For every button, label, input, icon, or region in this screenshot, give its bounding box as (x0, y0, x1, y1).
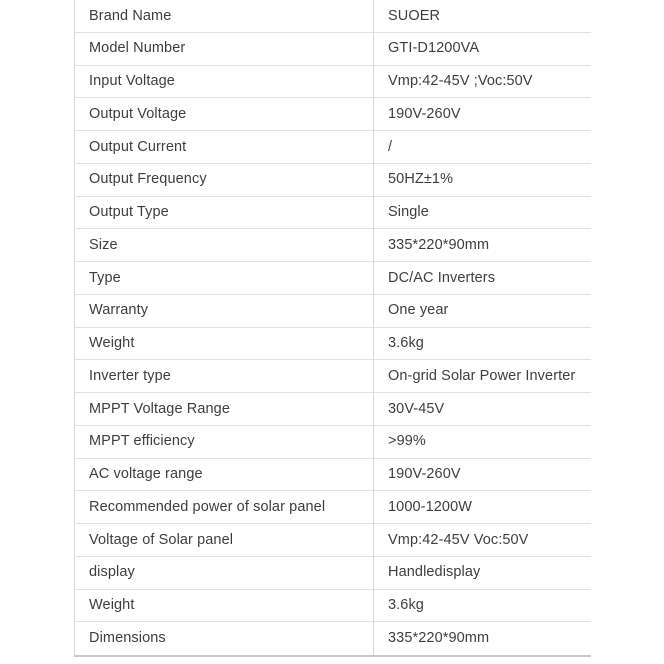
spec-row (75, 459, 591, 492)
spec-row (75, 590, 591, 623)
spec-value: >99% (388, 433, 426, 450)
spec-value: Vmp:42-45V ;Voc:50V (388, 73, 533, 90)
spec-row (75, 622, 591, 655)
spec-label: Type (75, 262, 374, 294)
spec-label: Output Current (75, 131, 374, 163)
spec-value: 3.6kg (388, 597, 424, 614)
spec-row (75, 33, 591, 66)
spec-label: Weight (75, 590, 374, 622)
spec-label: Output Type (75, 197, 374, 229)
spec-row (75, 491, 591, 524)
spec-value: On-grid Solar Power Inverter (388, 367, 576, 384)
spec-value: Single (388, 204, 429, 221)
spec-value: Handledisplay (388, 564, 481, 581)
spec-value: 1000-1200W (388, 498, 473, 515)
spec-row (75, 295, 591, 328)
spec-label: Dimensions (75, 622, 374, 655)
spec-label: Brand Name (75, 0, 374, 32)
spec-value: 3.6kg (388, 335, 424, 352)
spec-label: Model Number (75, 33, 374, 65)
spec-label: Recommended power of solar panel (75, 491, 374, 523)
spec-row (75, 164, 591, 197)
spec-label: Output Voltage (75, 98, 374, 130)
spec-label: Warranty (75, 295, 374, 327)
spec-row (75, 262, 591, 295)
spec-row (75, 66, 591, 99)
spec-label: MPPT efficiency (75, 426, 374, 458)
spec-label: Weight (75, 328, 374, 360)
spec-row (75, 0, 591, 33)
spec-row (75, 229, 591, 262)
spec-value: Vmp:42-45V Voc:50V (388, 531, 529, 548)
spec-value: / (388, 138, 393, 155)
spec-value: 335*220*90mm (388, 630, 490, 647)
spec-value: 190V-260V (388, 466, 461, 483)
spec-label: AC voltage range (75, 459, 374, 491)
spec-value: DC/AC Inverters (388, 269, 496, 286)
spec-label: Size (75, 229, 374, 261)
spec-value: 335*220*90mm (388, 236, 490, 253)
spec-label: Inverter type (75, 360, 374, 392)
spec-value: One year (388, 302, 449, 319)
spec-value: GTI-D1200VA (388, 40, 480, 57)
spec-row (75, 360, 591, 393)
spec-label: display (75, 557, 374, 589)
spec-row (75, 393, 591, 426)
spec-row (75, 98, 591, 131)
spec-value: 50HZ±1% (388, 171, 454, 188)
spec-label: Input Voltage (75, 66, 374, 98)
spec-row (75, 328, 591, 361)
spec-row (75, 557, 591, 590)
spec-table (74, 0, 591, 657)
spec-row (75, 426, 591, 459)
spec-value: SUOER (388, 7, 441, 24)
spec-label: Voltage of Solar panel (75, 524, 374, 556)
spec-label: MPPT Voltage Range (75, 393, 374, 425)
spec-row (75, 131, 591, 164)
spec-value: 190V-260V (388, 105, 461, 122)
spec-label: Output Frequency (75, 164, 374, 196)
spec-row (75, 197, 591, 230)
spec-row (75, 524, 591, 557)
spec-value: 30V-45V (388, 400, 445, 417)
